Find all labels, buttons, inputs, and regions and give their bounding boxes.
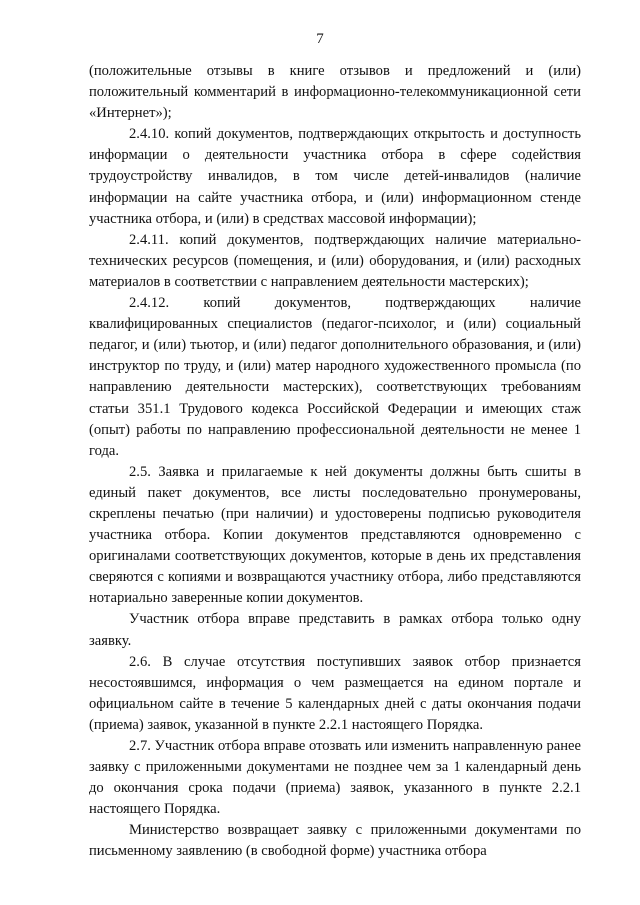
paragraph-2-4-11: 2.4.11. копий документов, подтверждающих наличие материально-технических ресурсов (помещения, и (или) оборудования, и (или) расходных материалов в соответствии с направлением деятельности мастерских); [89, 231, 581, 290]
paragraph-2-7: 2.7. Участник отбора вправе отозвать или изменить направленную ранее заявку с приложенными документами не позднее чем за 1 календарный день до окончания срока подачи (приема) заявок, указанного в пункте 2.2.1 настоящего Порядка. [89, 738, 581, 818]
paragraph-reviews-continuation: (положительные отзывы в книге отзывов и предложений и (или) положительный комментарий в информационно-телекоммуникационной сети «Интернет»); [89, 63, 581, 122]
paragraph-single-application: Участник отбора вправе представить в рамках отбора только одну заявку. [89, 611, 581, 649]
page-number: 7 [316, 31, 324, 47]
paragraph-2-4-10: 2.4.10. копий документов, подтверждающих открытость и доступность информации о деятельности участника отбора в сфере содействия трудоустройству инвалидов, в том числе детей-инвалидов (наличие информации на сайте участника отбора, и (или) информационном стенде участника отбора, и (или) в средствах массовой информации); [89, 126, 581, 227]
paragraph-2-4-12: 2.4.12. копий документов, подтверждающих наличие квалифицированных специалистов (педагог-психолог, и (или) социальный педагог, и (или) тьютор, и (или) педагог дополнительного образования, и (или) инструктор по труду, и (или) матер народного художественного промысла (по направлению деятельности мастерских), соответствующих требованиям статьи 351.1 Трудового кодекса Российской Федерации и имеющих стаж (опыт) работы по направлению профессиональной деятельности не менее 1 года. [89, 295, 581, 459]
paragraph-2-6: 2.6. В случае отсутствия поступивших заявок отбор признается несостоявшимся, информация о чем размещается на едином портале и официальном сайте в течение 5 календарных дней с даты окончания подачи (приема) заявок, указанной в пункте 2.2.1 настоящего Порядка. [89, 653, 581, 733]
paragraph-2-5: 2.5. Заявка и прилагаемые к ней документы должны быть сшиты в единый пакет документов, все листы последовательно пронумерованы, скреплены печатью (при наличии) и удостоверены подписью руководителя участника отбора. Копии документов представляются одновременно с оригиналами соответствующих документов, которые в день их представления сверяются с копиями и возвращаются участнику отбора, либо представляются нотариально заверенные копии документов. [89, 463, 581, 607]
paragraph-ministry-return: Министерство возвращает заявку с приложенными документами по письменному заявлению (в свободной форме) участника отбора [89, 822, 581, 860]
document-body [89, 61, 581, 863]
